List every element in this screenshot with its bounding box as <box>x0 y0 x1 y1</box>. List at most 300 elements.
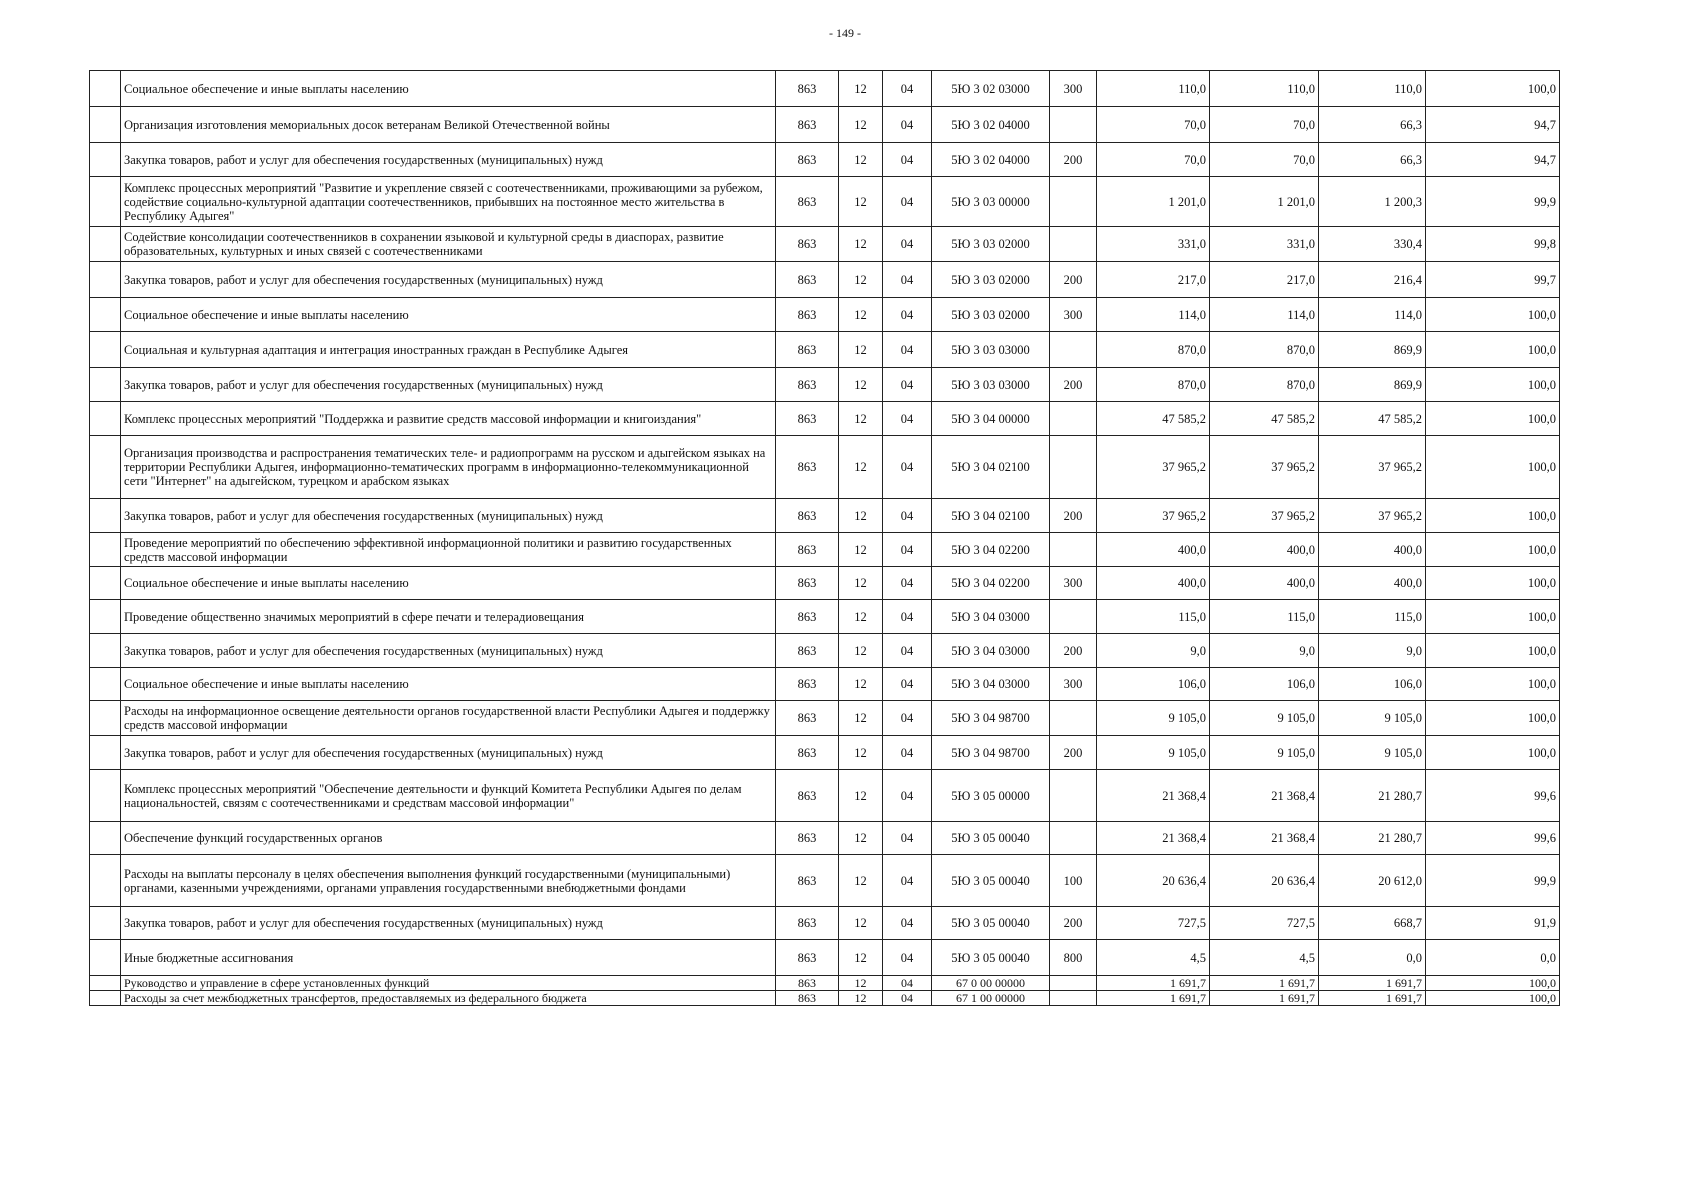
subsection-code: 04 <box>883 143 932 177</box>
table-row <box>90 600 1560 634</box>
budget-schedule-amount: 21 368,4 <box>1210 822 1319 855</box>
execution-percent: 100,0 <box>1426 368 1560 402</box>
row-name: Социальное обеспечение и иные выплаты населению <box>121 668 776 701</box>
execution-percent: 94,7 <box>1426 107 1560 143</box>
approved-amount: 21 368,4 <box>1097 770 1210 822</box>
table-row <box>90 855 1560 907</box>
section-code: 12 <box>839 600 883 634</box>
table-row <box>90 634 1560 668</box>
expense-type-code: 300 <box>1050 71 1097 107</box>
execution-percent: 100,0 <box>1426 499 1560 533</box>
expense-type-code <box>1050 332 1097 368</box>
row-gutter-cell <box>90 298 121 332</box>
row-name: Закупка товаров, работ и услуг для обеспечения государственных (муниципальных) нужд <box>121 262 776 298</box>
budget-table <box>89 70 1560 1006</box>
budget-schedule-amount: 106,0 <box>1210 668 1319 701</box>
admin-code: 863 <box>776 976 839 991</box>
approved-amount: 727,5 <box>1097 907 1210 940</box>
admin-code: 863 <box>776 600 839 634</box>
subsection-code: 04 <box>883 976 932 991</box>
approved-amount: 9,0 <box>1097 634 1210 668</box>
execution-percent: 100,0 <box>1426 668 1560 701</box>
approved-amount: 9 105,0 <box>1097 701 1210 736</box>
executed-amount: 400,0 <box>1319 533 1426 567</box>
admin-code: 863 <box>776 262 839 298</box>
target-article-code: 5Ю 3 05 00040 <box>932 907 1050 940</box>
budget-schedule-amount: 400,0 <box>1210 533 1319 567</box>
budget-schedule-amount: 1 201,0 <box>1210 177 1319 227</box>
budget-schedule-amount: 217,0 <box>1210 262 1319 298</box>
target-article-code: 5Ю 3 05 00000 <box>932 770 1050 822</box>
approved-amount: 37 965,2 <box>1097 436 1210 499</box>
executed-amount: 37 965,2 <box>1319 436 1426 499</box>
subsection-code: 04 <box>883 567 932 600</box>
row-gutter-cell <box>90 533 121 567</box>
execution-percent: 100,0 <box>1426 701 1560 736</box>
expense-type-code <box>1050 402 1097 436</box>
row-name: Расходы на выплаты персоналу в целях обеспечения выполнения функций государственными (муниципальными) органами, казенными учреждениями, органами управления государственными внебюджетными фондами <box>121 855 776 907</box>
executed-amount: 400,0 <box>1319 567 1426 600</box>
row-gutter-cell <box>90 368 121 402</box>
expense-type-code <box>1050 991 1097 1006</box>
target-article-code: 5Ю 3 04 03000 <box>932 668 1050 701</box>
expense-type-code <box>1050 976 1097 991</box>
table-row <box>90 567 1560 600</box>
execution-percent: 94,7 <box>1426 143 1560 177</box>
admin-code: 863 <box>776 940 839 976</box>
row-name: Проведение мероприятий по обеспечению эффективной информационной политики и развитию государственных средств массовой информации <box>121 533 776 567</box>
expense-type-code: 200 <box>1050 499 1097 533</box>
executed-amount: 66,3 <box>1319 107 1426 143</box>
approved-amount: 1 691,7 <box>1097 976 1210 991</box>
budget-schedule-amount: 114,0 <box>1210 298 1319 332</box>
budget-schedule-amount: 727,5 <box>1210 907 1319 940</box>
target-article-code: 5Ю 3 02 04000 <box>932 107 1050 143</box>
executed-amount: 1 200,3 <box>1319 177 1426 227</box>
admin-code: 863 <box>776 499 839 533</box>
budget-schedule-amount: 1 691,7 <box>1210 976 1319 991</box>
table-row <box>90 298 1560 332</box>
row-gutter-cell <box>90 855 121 907</box>
target-article-code: 67 0 00 00000 <box>932 976 1050 991</box>
budget-schedule-amount: 9 105,0 <box>1210 701 1319 736</box>
row-name: Закупка товаров, работ и услуг для обеспечения государственных (муниципальных) нужд <box>121 907 776 940</box>
row-name: Закупка товаров, работ и услуг для обеспечения государственных (муниципальных) нужд <box>121 368 776 402</box>
row-name: Организация изготовления мемориальных досок ветеранам Великой Отечественной войны <box>121 107 776 143</box>
executed-amount: 0,0 <box>1319 940 1426 976</box>
row-gutter-cell <box>90 600 121 634</box>
approved-amount: 115,0 <box>1097 600 1210 634</box>
execution-percent: 91,9 <box>1426 907 1560 940</box>
section-code: 12 <box>839 262 883 298</box>
expense-type-code: 200 <box>1050 368 1097 402</box>
executed-amount: 869,9 <box>1319 368 1426 402</box>
row-name: Комплекс процессных мероприятий "Поддержка и развитие средств массовой информации и книгоиздания" <box>121 402 776 436</box>
executed-amount: 216,4 <box>1319 262 1426 298</box>
budget-schedule-amount: 331,0 <box>1210 227 1319 262</box>
section-code: 12 <box>839 701 883 736</box>
section-code: 12 <box>839 499 883 533</box>
row-gutter-cell <box>90 668 121 701</box>
section-code: 12 <box>839 940 883 976</box>
admin-code: 863 <box>776 71 839 107</box>
row-name: Содействие консолидации соотечественников в сохранении языковой и культурной среды в диаспорах, развитие образовательных, культурных и иных связей с соотечественниками <box>121 227 776 262</box>
table-row <box>90 177 1560 227</box>
table-row <box>90 940 1560 976</box>
budget-schedule-amount: 37 965,2 <box>1210 436 1319 499</box>
budget-schedule-amount: 1 691,7 <box>1210 991 1319 1006</box>
section-code: 12 <box>839 107 883 143</box>
row-name: Комплекс процессных мероприятий "Обеспечение деятельности и функций Комитета Республики Адыгея по делам национальностей, связям с соотечественниками и средствам массовой информации" <box>121 770 776 822</box>
target-article-code: 5Ю 3 03 03000 <box>932 332 1050 368</box>
subsection-code: 04 <box>883 736 932 770</box>
admin-code: 863 <box>776 107 839 143</box>
section-code: 12 <box>839 991 883 1006</box>
subsection-code: 04 <box>883 907 932 940</box>
subsection-code: 04 <box>883 332 932 368</box>
admin-code: 863 <box>776 177 839 227</box>
target-article-code: 67 1 00 00000 <box>932 991 1050 1006</box>
section-code: 12 <box>839 736 883 770</box>
table-row <box>90 976 1560 991</box>
execution-percent: 100,0 <box>1426 298 1560 332</box>
row-name: Закупка товаров, работ и услуг для обеспечения государственных (муниципальных) нужд <box>121 143 776 177</box>
approved-amount: 106,0 <box>1097 668 1210 701</box>
subsection-code: 04 <box>883 600 932 634</box>
subsection-code: 04 <box>883 262 932 298</box>
subsection-code: 04 <box>883 177 932 227</box>
row-name: Иные бюджетные ассигнования <box>121 940 776 976</box>
table-row <box>90 71 1560 107</box>
target-article-code: 5Ю 3 03 03000 <box>932 368 1050 402</box>
executed-amount: 330,4 <box>1319 227 1426 262</box>
row-gutter-cell <box>90 499 121 533</box>
subsection-code: 04 <box>883 533 932 567</box>
budget-schedule-amount: 9 105,0 <box>1210 736 1319 770</box>
target-article-code: 5Ю 3 02 03000 <box>932 71 1050 107</box>
expense-type-code <box>1050 436 1097 499</box>
row-gutter-cell <box>90 991 121 1006</box>
expense-type-code: 200 <box>1050 634 1097 668</box>
execution-percent: 100,0 <box>1426 71 1560 107</box>
budget-schedule-amount: 400,0 <box>1210 567 1319 600</box>
row-gutter-cell <box>90 567 121 600</box>
execution-percent: 100,0 <box>1426 976 1560 991</box>
section-code: 12 <box>839 402 883 436</box>
approved-amount: 9 105,0 <box>1097 736 1210 770</box>
section-code: 12 <box>839 332 883 368</box>
table-row <box>90 668 1560 701</box>
row-gutter-cell <box>90 332 121 368</box>
execution-percent: 99,7 <box>1426 262 1560 298</box>
target-article-code: 5Ю 3 03 00000 <box>932 177 1050 227</box>
section-code: 12 <box>839 143 883 177</box>
row-gutter-cell <box>90 71 121 107</box>
section-code: 12 <box>839 298 883 332</box>
expense-type-code: 200 <box>1050 907 1097 940</box>
subsection-code: 04 <box>883 436 932 499</box>
admin-code: 863 <box>776 227 839 262</box>
table-row <box>90 262 1560 298</box>
admin-code: 863 <box>776 368 839 402</box>
expense-type-code: 300 <box>1050 668 1097 701</box>
row-gutter-cell <box>90 402 121 436</box>
section-code: 12 <box>839 822 883 855</box>
expense-type-code <box>1050 227 1097 262</box>
budget-schedule-amount: 870,0 <box>1210 368 1319 402</box>
execution-percent: 0,0 <box>1426 940 1560 976</box>
executed-amount: 114,0 <box>1319 298 1426 332</box>
approved-amount: 1 201,0 <box>1097 177 1210 227</box>
executed-amount: 47 585,2 <box>1319 402 1426 436</box>
row-name: Социальное обеспечение и иные выплаты населению <box>121 298 776 332</box>
admin-code: 863 <box>776 143 839 177</box>
section-code: 12 <box>839 71 883 107</box>
target-article-code: 5Ю 3 03 02000 <box>932 262 1050 298</box>
executed-amount: 37 965,2 <box>1319 499 1426 533</box>
approved-amount: 20 636,4 <box>1097 855 1210 907</box>
subsection-code: 04 <box>883 634 932 668</box>
table-row <box>90 822 1560 855</box>
budget-schedule-amount: 37 965,2 <box>1210 499 1319 533</box>
approved-amount: 870,0 <box>1097 332 1210 368</box>
subsection-code: 04 <box>883 499 932 533</box>
row-gutter-cell <box>90 177 121 227</box>
executed-amount: 9,0 <box>1319 634 1426 668</box>
expense-type-code <box>1050 177 1097 227</box>
table-row <box>90 436 1560 499</box>
approved-amount: 47 585,2 <box>1097 402 1210 436</box>
section-code: 12 <box>839 533 883 567</box>
expense-type-code: 300 <box>1050 298 1097 332</box>
target-article-code: 5Ю 3 04 98700 <box>932 736 1050 770</box>
expense-type-code: 800 <box>1050 940 1097 976</box>
admin-code: 863 <box>776 402 839 436</box>
row-name: Закупка товаров, работ и услуг для обеспечения государственных (муниципальных) нужд <box>121 736 776 770</box>
subsection-code: 04 <box>883 668 932 701</box>
executed-amount: 106,0 <box>1319 668 1426 701</box>
section-code: 12 <box>839 436 883 499</box>
executed-amount: 115,0 <box>1319 600 1426 634</box>
executed-amount: 21 280,7 <box>1319 770 1426 822</box>
admin-code: 863 <box>776 298 839 332</box>
admin-code: 863 <box>776 822 839 855</box>
admin-code: 863 <box>776 567 839 600</box>
subsection-code: 04 <box>883 991 932 1006</box>
row-gutter-cell <box>90 736 121 770</box>
target-article-code: 5Ю 3 04 02100 <box>932 436 1050 499</box>
section-code: 12 <box>839 907 883 940</box>
executed-amount: 1 691,7 <box>1319 976 1426 991</box>
approved-amount: 400,0 <box>1097 567 1210 600</box>
expense-type-code <box>1050 600 1097 634</box>
execution-percent: 100,0 <box>1426 436 1560 499</box>
executed-amount: 21 280,7 <box>1319 822 1426 855</box>
table-row <box>90 533 1560 567</box>
section-code: 12 <box>839 368 883 402</box>
row-name: Организация производства и распространения тематических теле- и радиопрограмм на русском и адыгейском языках на территории Республики Адыгея, информационно-тематических программ в информационно-телекоммуникационной сети "Интернет" на адыгейском, турецком и арабском языках <box>121 436 776 499</box>
subsection-code: 04 <box>883 855 932 907</box>
table-row <box>90 332 1560 368</box>
expense-type-code <box>1050 701 1097 736</box>
budget-schedule-amount: 4,5 <box>1210 940 1319 976</box>
approved-amount: 114,0 <box>1097 298 1210 332</box>
subsection-code: 04 <box>883 71 932 107</box>
admin-code: 863 <box>776 668 839 701</box>
section-code: 12 <box>839 177 883 227</box>
budget-schedule-amount: 9,0 <box>1210 634 1319 668</box>
approved-amount: 331,0 <box>1097 227 1210 262</box>
subsection-code: 04 <box>883 298 932 332</box>
row-gutter-cell <box>90 262 121 298</box>
execution-percent: 99,8 <box>1426 227 1560 262</box>
target-article-code: 5Ю 3 02 04000 <box>932 143 1050 177</box>
target-article-code: 5Ю 3 05 00040 <box>932 822 1050 855</box>
execution-percent: 100,0 <box>1426 634 1560 668</box>
section-code: 12 <box>839 976 883 991</box>
admin-code: 863 <box>776 907 839 940</box>
subsection-code: 04 <box>883 940 932 976</box>
table-row <box>90 499 1560 533</box>
budget-schedule-amount: 21 368,4 <box>1210 770 1319 822</box>
target-article-code: 5Ю 3 03 02000 <box>932 227 1050 262</box>
approved-amount: 37 965,2 <box>1097 499 1210 533</box>
row-gutter-cell <box>90 436 121 499</box>
execution-percent: 100,0 <box>1426 402 1560 436</box>
approved-amount: 70,0 <box>1097 143 1210 177</box>
row-name: Социальное обеспечение и иные выплаты населению <box>121 71 776 107</box>
subsection-code: 04 <box>883 822 932 855</box>
expense-type-code <box>1050 770 1097 822</box>
approved-amount: 21 368,4 <box>1097 822 1210 855</box>
section-code: 12 <box>839 855 883 907</box>
row-name: Руководство и управление в сфере установленных функций <box>121 976 776 991</box>
section-code: 12 <box>839 634 883 668</box>
admin-code: 863 <box>776 855 839 907</box>
admin-code: 863 <box>776 634 839 668</box>
row-name: Закупка товаров, работ и услуг для обеспечения государственных (муниципальных) нужд <box>121 634 776 668</box>
section-code: 12 <box>839 668 883 701</box>
subsection-code: 04 <box>883 368 932 402</box>
row-gutter-cell <box>90 822 121 855</box>
admin-code: 863 <box>776 701 839 736</box>
budget-schedule-amount: 47 585,2 <box>1210 402 1319 436</box>
row-gutter-cell <box>90 770 121 822</box>
admin-code: 863 <box>776 991 839 1006</box>
budget-schedule-amount: 70,0 <box>1210 107 1319 143</box>
row-name: Комплекс процессных мероприятий "Развитие и укрепление связей с соотечественниками, проживающими за рубежом, содействие социально-культурной адаптации соотечественников, прибывших на постоянное место жительства в Республику Адыгея" <box>121 177 776 227</box>
table-row <box>90 368 1560 402</box>
row-name: Проведение общественно значимых мероприятий в сфере печати и телерадиовещания <box>121 600 776 634</box>
executed-amount: 1 691,7 <box>1319 991 1426 1006</box>
target-article-code: 5Ю 3 04 02200 <box>932 533 1050 567</box>
expense-type-code: 300 <box>1050 567 1097 600</box>
admin-code: 863 <box>776 533 839 567</box>
table-row <box>90 736 1560 770</box>
row-name: Социальная и культурная адаптация и интеграция иностранных граждан в Республике Адыгея <box>121 332 776 368</box>
budget-schedule-amount: 115,0 <box>1210 600 1319 634</box>
row-name: Закупка товаров, работ и услуг для обеспечения государственных (муниципальных) нужд <box>121 499 776 533</box>
execution-percent: 100,0 <box>1426 736 1560 770</box>
section-code: 12 <box>839 770 883 822</box>
target-article-code: 5Ю 3 05 00040 <box>932 855 1050 907</box>
execution-percent: 99,6 <box>1426 822 1560 855</box>
section-code: 12 <box>839 567 883 600</box>
target-article-code: 5Ю 3 05 00040 <box>932 940 1050 976</box>
expense-type-code: 200 <box>1050 143 1097 177</box>
expense-type-code: 100 <box>1050 855 1097 907</box>
row-gutter-cell <box>90 976 121 991</box>
execution-percent: 100,0 <box>1426 991 1560 1006</box>
section-code: 12 <box>839 227 883 262</box>
target-article-code: 5Ю 3 04 03000 <box>932 600 1050 634</box>
execution-percent: 99,9 <box>1426 177 1560 227</box>
row-name: Расходы на информационное освещение деятельности органов государственной власти Республики Адыгея и поддержку средств массовой информации <box>121 701 776 736</box>
execution-percent: 100,0 <box>1426 567 1560 600</box>
page-number: - 149 - <box>829 26 861 40</box>
admin-code: 863 <box>776 332 839 368</box>
subsection-code: 04 <box>883 402 932 436</box>
approved-amount: 4,5 <box>1097 940 1210 976</box>
table-row <box>90 770 1560 822</box>
table-row <box>90 701 1560 736</box>
execution-percent: 100,0 <box>1426 600 1560 634</box>
target-article-code: 5Ю 3 04 03000 <box>932 634 1050 668</box>
executed-amount: 66,3 <box>1319 143 1426 177</box>
target-article-code: 5Ю 3 03 02000 <box>932 298 1050 332</box>
execution-percent: 100,0 <box>1426 332 1560 368</box>
budget-schedule-amount: 870,0 <box>1210 332 1319 368</box>
row-gutter-cell <box>90 940 121 976</box>
expense-type-code <box>1050 107 1097 143</box>
target-article-code: 5Ю 3 04 02200 <box>932 567 1050 600</box>
table-row <box>90 143 1560 177</box>
executed-amount: 9 105,0 <box>1319 736 1426 770</box>
approved-amount: 1 691,7 <box>1097 991 1210 1006</box>
approved-amount: 70,0 <box>1097 107 1210 143</box>
table-row <box>90 991 1560 1006</box>
expense-type-code <box>1050 822 1097 855</box>
row-name: Социальное обеспечение и иные выплаты населению <box>121 567 776 600</box>
expense-type-code: 200 <box>1050 736 1097 770</box>
table-row <box>90 107 1560 143</box>
row-gutter-cell <box>90 701 121 736</box>
subsection-code: 04 <box>883 770 932 822</box>
table-row <box>90 227 1560 262</box>
budget-schedule-amount: 20 636,4 <box>1210 855 1319 907</box>
admin-code: 863 <box>776 736 839 770</box>
budget-schedule-amount: 110,0 <box>1210 71 1319 107</box>
executed-amount: 869,9 <box>1319 332 1426 368</box>
approved-amount: 217,0 <box>1097 262 1210 298</box>
approved-amount: 110,0 <box>1097 71 1210 107</box>
subsection-code: 04 <box>883 107 932 143</box>
executed-amount: 20 612,0 <box>1319 855 1426 907</box>
target-article-code: 5Ю 3 04 00000 <box>932 402 1050 436</box>
execution-percent: 99,6 <box>1426 770 1560 822</box>
target-article-code: 5Ю 3 04 02100 <box>932 499 1050 533</box>
subsection-code: 04 <box>883 701 932 736</box>
admin-code: 863 <box>776 436 839 499</box>
row-name: Расходы за счет межбюджетных трансфертов, предоставляемых из федерального бюджета <box>121 991 776 1006</box>
row-gutter-cell <box>90 907 121 940</box>
target-article-code: 5Ю 3 04 98700 <box>932 701 1050 736</box>
row-gutter-cell <box>90 143 121 177</box>
executed-amount: 668,7 <box>1319 907 1426 940</box>
approved-amount: 400,0 <box>1097 533 1210 567</box>
budget-schedule-amount: 70,0 <box>1210 143 1319 177</box>
table-body <box>90 71 1560 1006</box>
